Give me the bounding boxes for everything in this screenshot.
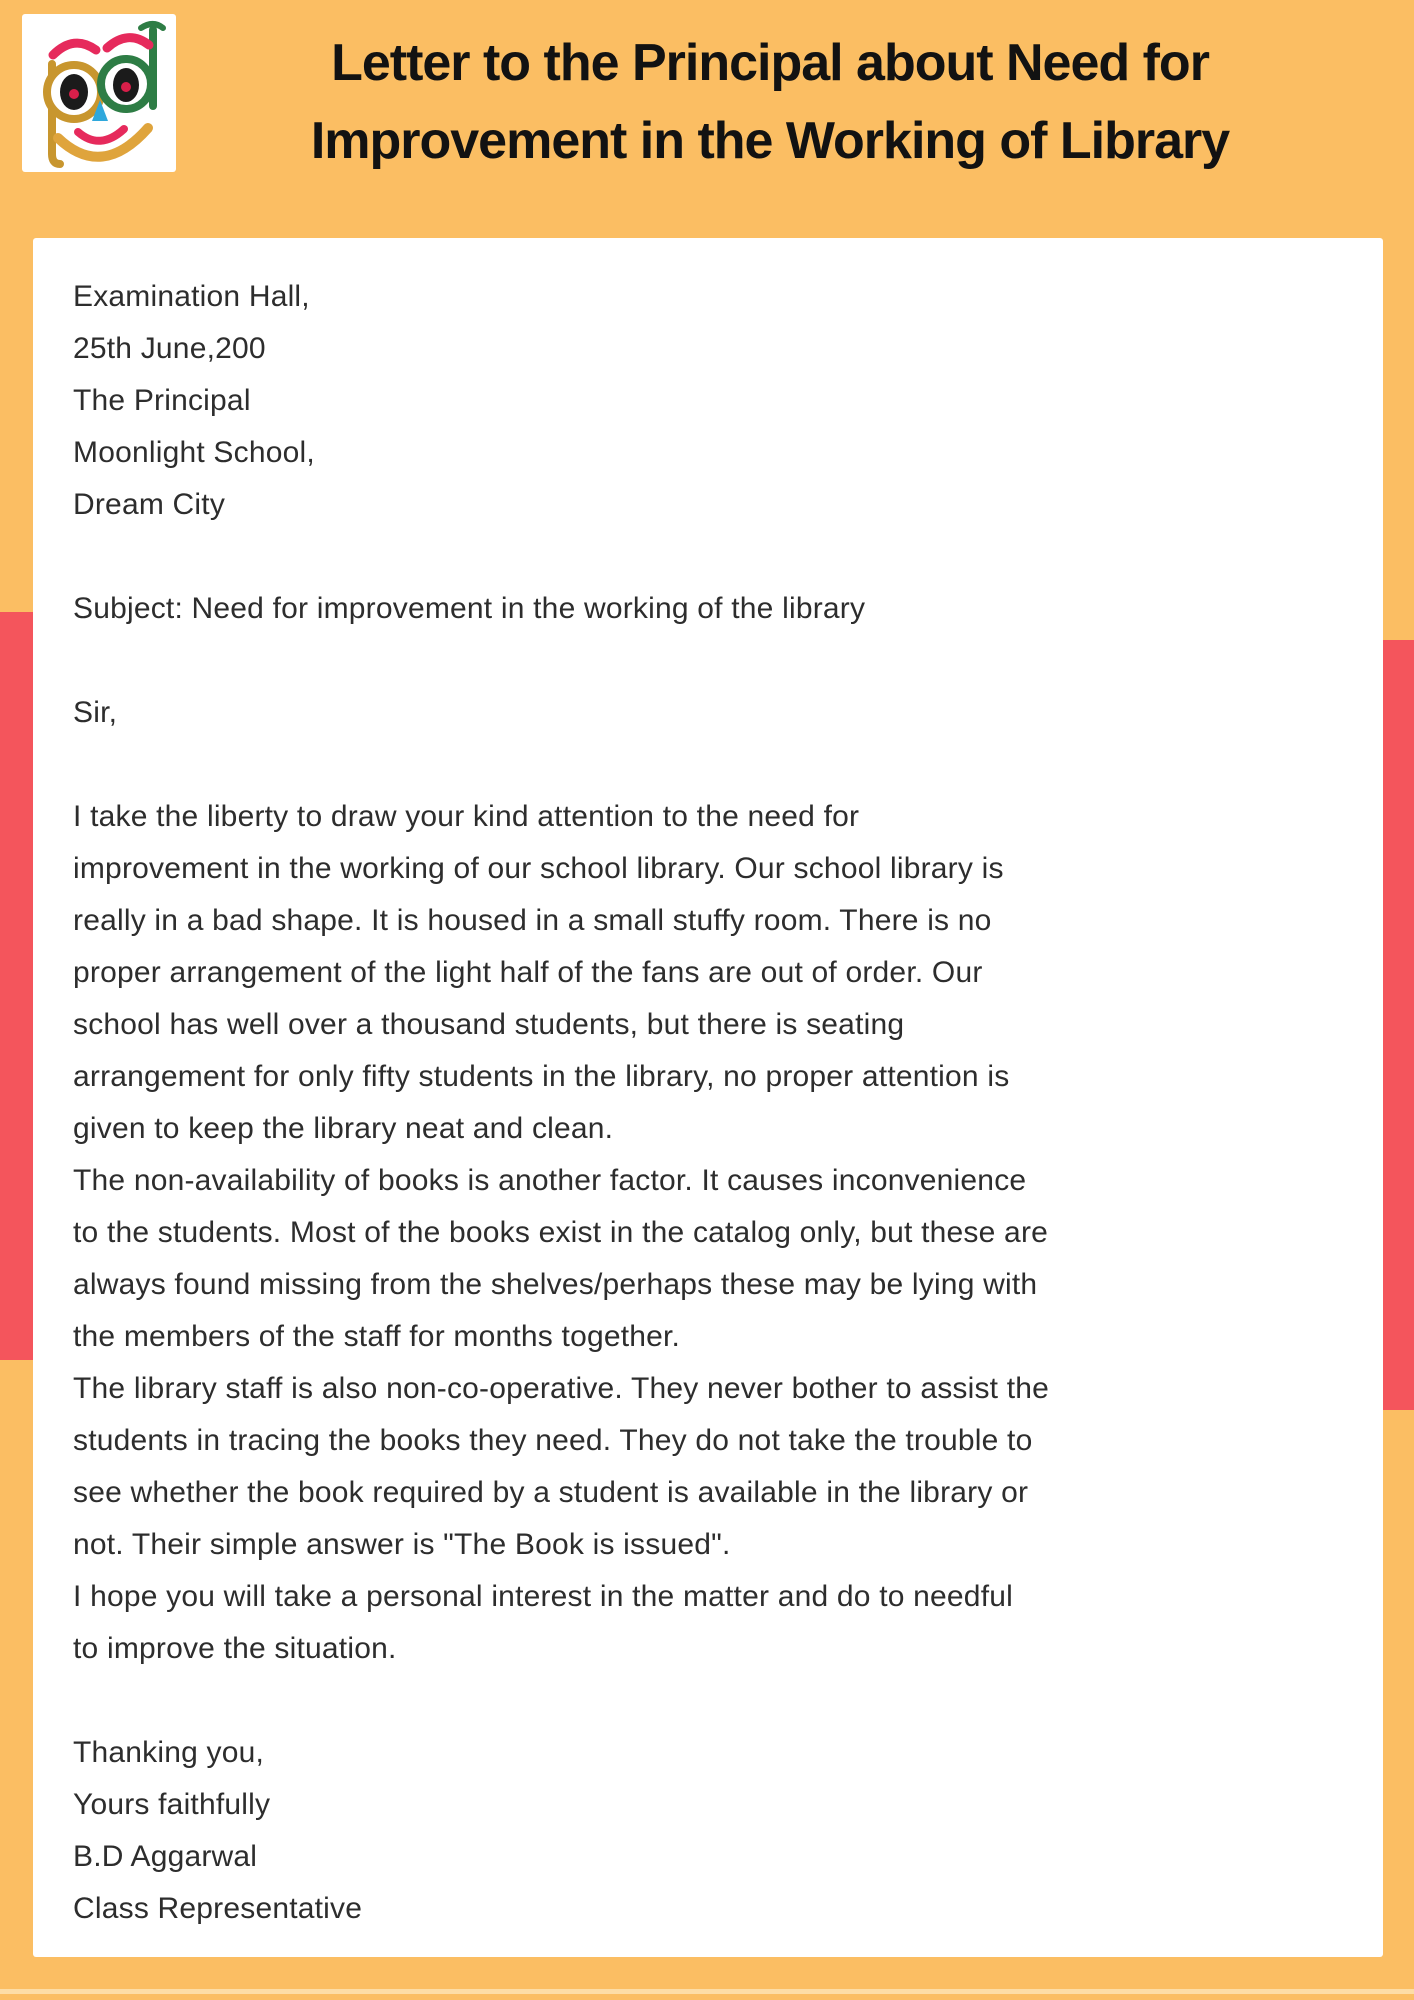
bottom-border-line [0, 1989, 1414, 1994]
text-line: Thanking you, [73, 1736, 265, 1769]
text-line: Yours faithfully [73, 1788, 271, 1821]
text-line: The library staff is also non-co-operative. They never bother to assist the [73, 1372, 1050, 1405]
text-line: always found missing from the shelves/perhaps these may be lying with [73, 1268, 1038, 1301]
text-line: improvement in the working of our school library. Our school library is [73, 852, 1004, 885]
body-block [73, 791, 1343, 1675]
text-line: Moonlight School, [73, 436, 315, 469]
text-line: students in tracing the books they need. They do not take the trouble to [73, 1424, 1033, 1457]
salutation: Sir, [73, 696, 118, 729]
text-line: proper arrangement of the light half of the fans are out of order. Our [73, 956, 983, 989]
text-line: Dream City [73, 488, 226, 521]
text-line: school has well over a thousand students, but there is seating [73, 1008, 905, 1041]
text-line: 25th June,200 [73, 332, 266, 365]
text-line: given to keep the library neat and clean. [73, 1112, 614, 1145]
page-title [190, 24, 1350, 180]
text-line: The non-availability of books is another factor. It causes inconvenience [73, 1164, 1027, 1197]
header-band [0, 0, 1414, 238]
text-line: the members of the staff for months together. [73, 1320, 681, 1353]
text-line: Examination Hall, [73, 280, 310, 313]
address-block [73, 271, 1343, 531]
letter-panel [33, 238, 1383, 1957]
text-line: not. Their simple answer is "The Book is issued". [73, 1528, 731, 1561]
text-line: The Principal [73, 384, 251, 417]
text-line: to the students. Most of the books exist in the catalog only, but these are [73, 1216, 1049, 1249]
pd-face-logo [22, 14, 176, 172]
text-line: really in a bad shape. It is housed in a small stuffy room. There is no [73, 904, 992, 937]
text-line: see whether the book required by a student is available in the library or [73, 1476, 1029, 1509]
right-red-accent-bar [1383, 640, 1414, 1410]
page-title-line1: Letter to the Principal about Need for [331, 34, 1209, 92]
text-line: Class Representative [73, 1892, 363, 1925]
left-red-accent-bar [0, 612, 33, 1360]
subject-line: Subject: Need for improvement in the working of the library [73, 592, 866, 625]
text-line: arrangement for only fifty students in the library, no proper attention is [73, 1060, 1010, 1093]
pd-face-logo-icon [22, 14, 176, 172]
text-line: B.D Aggarwal [73, 1840, 258, 1873]
text-line: I take the liberty to draw your kind attention to the need for [73, 800, 860, 833]
closing-block [73, 1727, 1343, 1935]
text-line: I hope you will take a personal interest in the matter and do to needful [73, 1580, 1013, 1613]
text-line: to improve the situation. [73, 1632, 397, 1665]
page-title-line2: Improvement in the Working of Library [310, 112, 1230, 170]
